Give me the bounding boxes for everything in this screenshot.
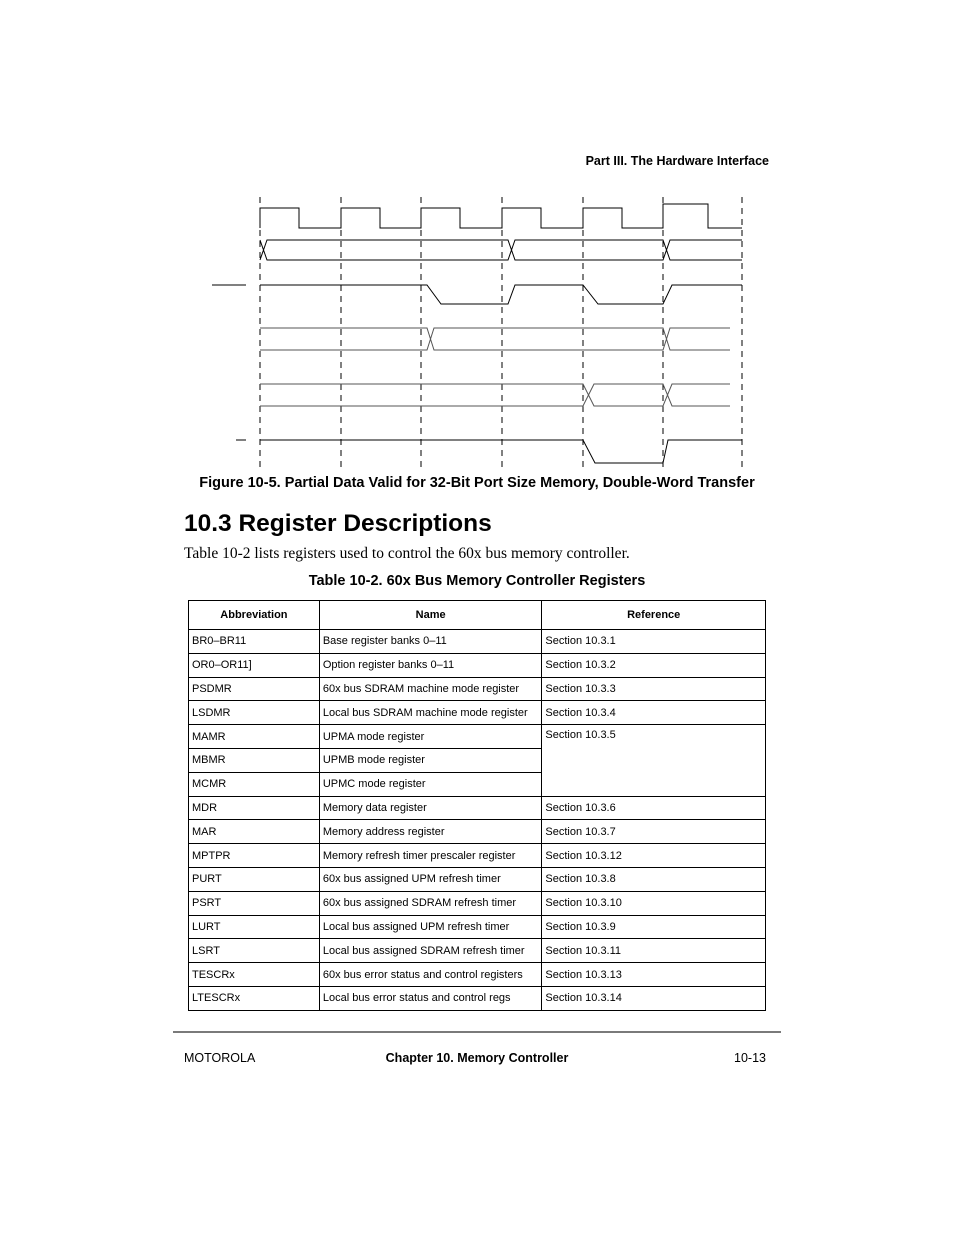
cell-abbreviation: BR0–BR11 [189,630,320,654]
section-title: 10.3 Register Descriptions [184,510,492,537]
clock-edge-markers [260,197,742,470]
table-row [189,677,766,701]
cell-reference: Section 10.3.14 [542,986,766,1010]
cell-abbreviation: MAMR [189,725,320,749]
cell-name: Option register banks 0–11 [319,653,542,677]
address-bus-waveform [260,240,742,260]
cell-reference: Section 10.3.7 [542,820,766,844]
table-row [189,986,766,1010]
cell-name: Local bus assigned UPM refresh timer [319,915,542,939]
cell-reference: Section 10.3.5 [542,725,766,796]
cell-name: UPMB mode register [319,748,542,772]
cell-reference: Section 10.3.3 [542,677,766,701]
cell-reference: Section 10.3.4 [542,701,766,725]
running-head: Part III. The Hardware Interface [585,154,769,168]
data-bus-1-waveform [260,328,730,350]
cell-abbreviation: LURT [189,915,320,939]
table-row [189,725,766,749]
cell-abbreviation: MCMR [189,772,320,796]
table-row [189,867,766,891]
cell-name: Memory address register [319,820,542,844]
cell-abbreviation: MAR [189,820,320,844]
figure-caption: Figure 10-5. Partial Data Valid for 32-Bit Port Size Memory, Double-Word Transfer [199,475,755,491]
cell-reference: Section 10.3.8 [542,867,766,891]
cell-name: Memory data register [319,796,542,820]
cell-abbreviation: LSDMR [189,701,320,725]
cell-abbreviation: MBMR [189,748,320,772]
cell-name: 60x bus assigned SDRAM refresh timer [319,891,542,915]
cell-abbreviation: PSDMR [189,677,320,701]
table-row [189,796,766,820]
cell-name: UPMA mode register [319,725,542,749]
cell-abbreviation: MDR [189,796,320,820]
cell-abbreviation: LSRT [189,939,320,963]
table-row [189,820,766,844]
section-intro: Table 10-2 lists registers used to control the 60x bus memory controller. [184,545,630,562]
cell-name: Memory refresh timer prescaler register [319,844,542,868]
table-title: Table 10-2. 60x Bus Memory Controller Registers [308,573,646,589]
column-header-reference: Reference [542,601,766,630]
cell-reference: Section 10.3.12 [542,844,766,868]
cell-name: Local bus assigned SDRAM refresh timer [319,939,542,963]
cell-reference: Section 10.3.1 [542,630,766,654]
cell-abbreviation: PSRT [189,891,320,915]
cell-abbreviation: TESCRx [189,963,320,987]
cell-name: 60x bus SDRAM machine mode register [319,677,542,701]
cell-abbreviation: LTESCRx [189,986,320,1010]
cell-reference: Section 10.3.9 [542,915,766,939]
data-bus-2-waveform [260,384,730,406]
table-row [189,630,766,654]
clock-waveform [260,204,742,228]
ts-signal-waveform [260,285,742,304]
table-row [189,891,766,915]
page-number: 10-13 [734,1051,766,1065]
cell-name: Base register banks 0–11 [319,630,542,654]
cell-name: 60x bus assigned UPM refresh timer [319,867,542,891]
cell-name: 60x bus error status and control registers [319,963,542,987]
cell-name: Local bus SDRAM machine mode register [319,701,542,725]
cell-abbreviation: PURT [189,867,320,891]
column-header-name: Name [319,601,542,630]
registers-table [188,600,766,1011]
cell-name: Local bus error status and control regs [319,986,542,1010]
cell-abbreviation: OR0–OR11] [189,653,320,677]
footer-publisher: MOTOROLA [184,1051,256,1065]
cell-reference: Section 10.3.13 [542,963,766,987]
cell-reference: Section 10.3.10 [542,891,766,915]
cell-reference: Section 10.3.11 [542,939,766,963]
table-row [189,915,766,939]
table-row [189,963,766,987]
column-header-abbreviation: Abbreviation [189,601,320,630]
cell-name: UPMC mode register [319,772,542,796]
cell-reference: Section 10.3.6 [542,796,766,820]
table-header-row [189,601,766,630]
table-row [189,701,766,725]
table-row [189,939,766,963]
table-row [189,653,766,677]
cell-reference: Section 10.3.2 [542,653,766,677]
footer-chapter: Chapter 10. Memory Controller [385,1051,569,1065]
psdval-signal-waveform [260,440,742,463]
cell-abbreviation: MPTPR [189,844,320,868]
table-row [189,844,766,868]
timing-diagram [205,192,750,472]
footer-divider [173,1031,781,1033]
